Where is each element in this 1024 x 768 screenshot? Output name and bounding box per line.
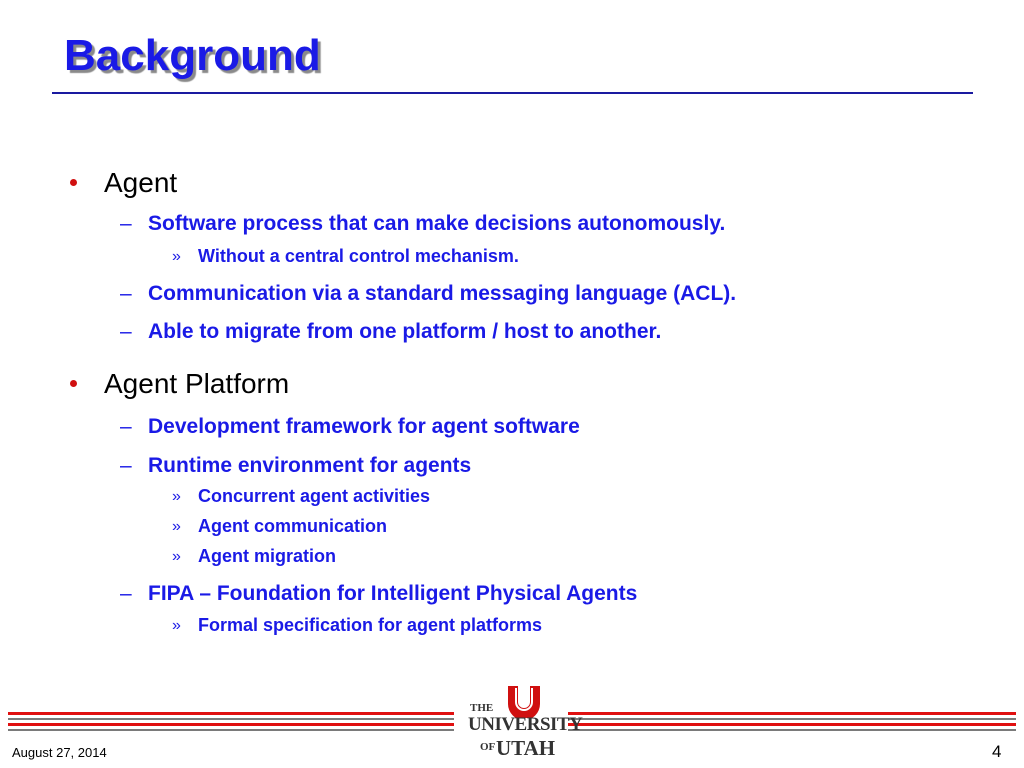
logo-utah: UTAH <box>496 736 556 760</box>
subitem-label: Able to migrate from one platform / host to another. <box>148 320 662 343</box>
bullet-label: Agent Platform <box>104 368 290 399</box>
dash-marker: – <box>120 212 132 235</box>
page-number: 4 <box>992 742 1002 761</box>
subsubitem-label: Concurrent agent activities <box>198 486 431 506</box>
subitem-label: Software process that can make decisions autonomously. <box>148 212 726 235</box>
subitem-label: Communication via a standard messaging language (ACL). <box>148 282 737 305</box>
guillemet-marker: » <box>172 488 181 505</box>
subsubitem-label: Formal specification for agent platforms <box>198 615 543 635</box>
university-of-utah-logo <box>462 684 583 764</box>
dash-marker: – <box>120 454 132 477</box>
dash-marker: – <box>120 282 132 305</box>
footer-bar-right <box>568 712 1016 734</box>
dash-marker: – <box>120 415 132 438</box>
dash-marker: – <box>120 320 132 343</box>
block-u-icon <box>506 684 546 718</box>
guillemet-marker: » <box>172 617 181 634</box>
title-underline <box>52 92 973 94</box>
subitem-label: FIPA – Foundation for Intelligent Physical Agents <box>148 582 638 605</box>
logo-university: UNIVERSITY <box>468 714 583 735</box>
footer-date: August 27, 2014 <box>12 745 107 760</box>
bullet-label: Agent <box>104 167 178 198</box>
guillemet-marker: » <box>172 548 181 565</box>
subsubitem-label: Without a central control mechanism. <box>198 246 519 266</box>
subitem-label: Runtime environment for agents <box>148 454 472 477</box>
guillemet-marker: » <box>172 518 181 535</box>
guillemet-marker: » <box>172 248 181 265</box>
red-dot-bullet-icon <box>70 380 77 387</box>
red-dot-bullet-icon <box>70 179 77 186</box>
subsubitem-label: Agent communication <box>198 516 388 536</box>
footer-bar-left <box>8 712 454 734</box>
logo-of: OF <box>480 741 496 753</box>
dash-marker: – <box>120 582 132 605</box>
logo-the: THE <box>470 702 494 714</box>
slide-title: Background <box>64 31 321 80</box>
subitem-label: Development framework for agent software <box>148 415 580 438</box>
subsubitem-label: Agent migration <box>198 546 336 566</box>
